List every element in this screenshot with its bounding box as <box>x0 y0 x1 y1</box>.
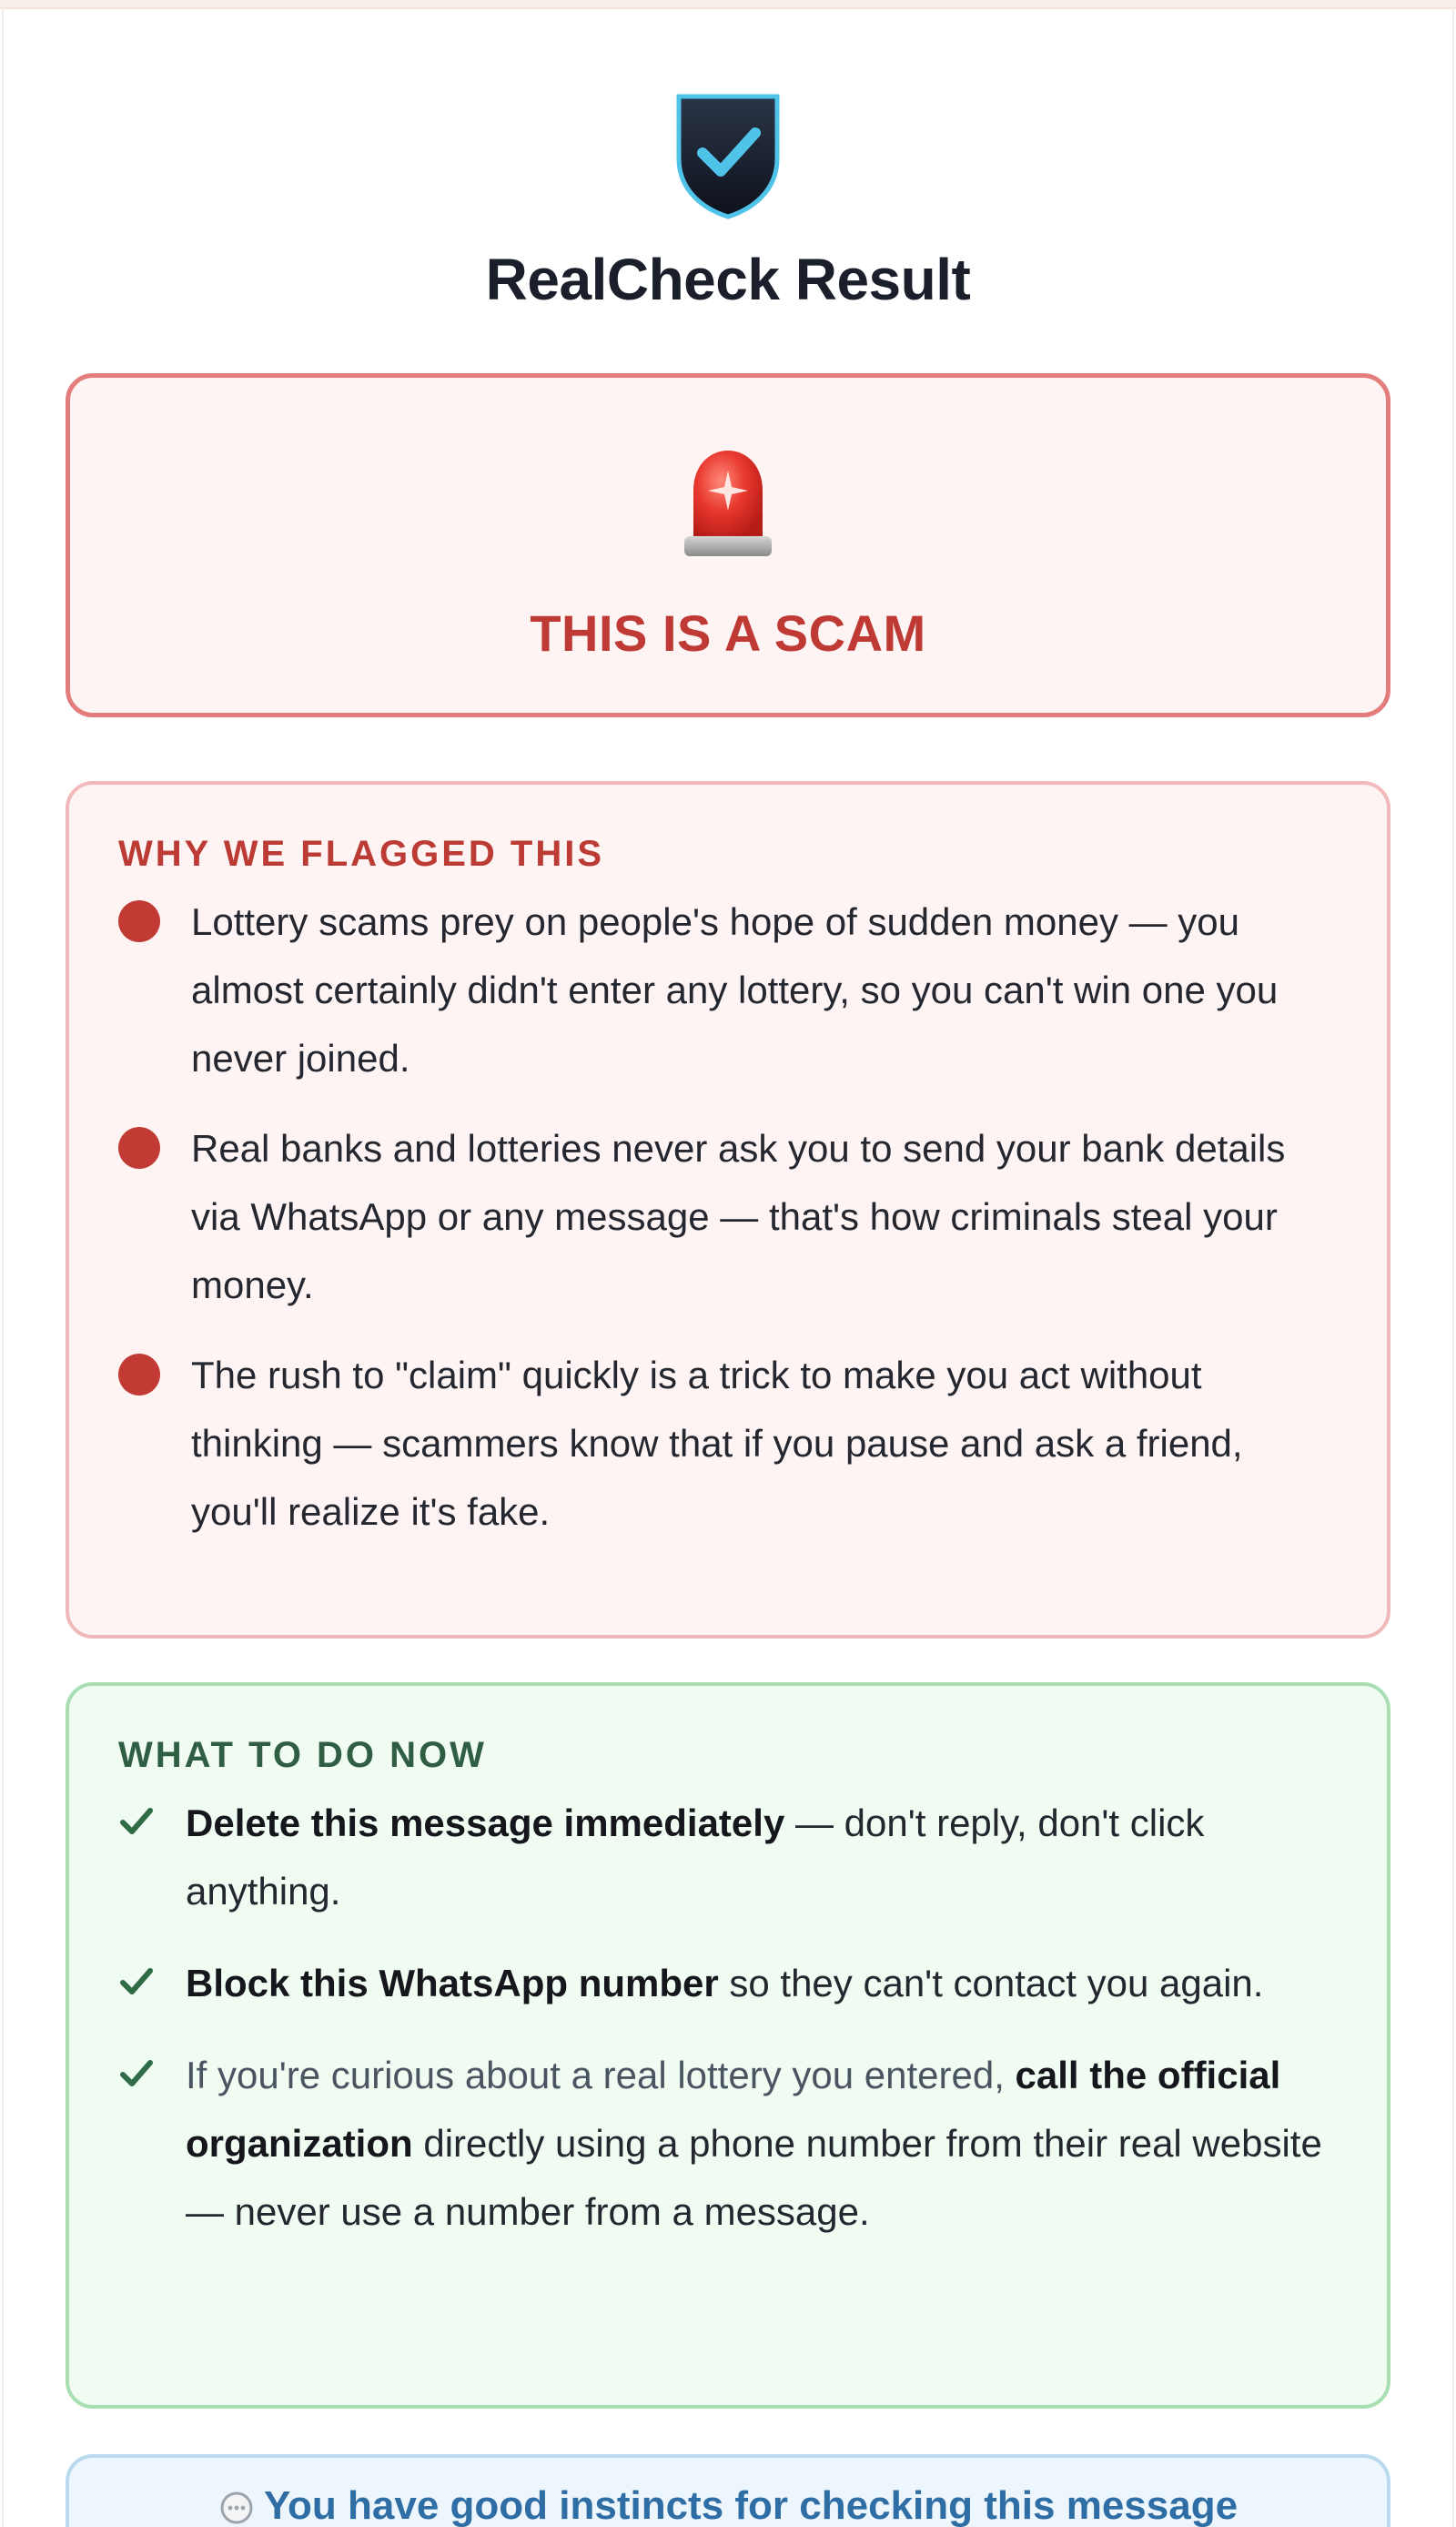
red-dot-icon <box>118 1127 160 1169</box>
reason-text: Lottery scams prey on people's hope of sudden money — you almost certainly didn't enter any lottery, so you can't win one you never joined. <box>191 900 1279 1080</box>
action-item <box>118 1789 1338 1925</box>
siren-icon <box>681 443 775 562</box>
action-detail: directly using a phone number from their real website — never use a number from a message. <box>186 2122 1322 2233</box>
encouragement-label: You have good instincts for checking this message <box>263 2483 1239 2527</box>
action-item <box>118 1949 1338 2017</box>
left-edge <box>2 7 4 2527</box>
reasons-heading: WHY WE FLAGGED THIS <box>118 834 605 874</box>
header <box>66 0 1390 313</box>
reason-text: The rush to "claim" quickly is a trick to make you act without thinking — scammers know that if you pause and ask a friend, you'll realize it's fake. <box>191 1354 1243 1533</box>
page-title: RealCheck Result <box>485 247 971 312</box>
reason-item <box>118 888 1338 1092</box>
action-lead: If you're curious about a real lottery you entered, <box>186 2054 1016 2096</box>
action-emphasis: Block this WhatsApp number <box>186 1962 719 2004</box>
checkmark-icon <box>118 1964 155 2000</box>
action-detail: so they can't contact you again. <box>718 1962 1264 2004</box>
action-detail: — don't reply, don't click anything. <box>186 1801 1205 1913</box>
actions-card <box>66 1682 1390 2409</box>
verdict-label: THIS IS A SCAM <box>530 604 926 662</box>
right-edge <box>1452 7 1454 2527</box>
checkmark-icon <box>118 2055 155 2092</box>
reasons-card <box>66 781 1390 1639</box>
action-emphasis: Delete this message immediately <box>186 1801 785 1844</box>
action-text <box>186 1789 1338 1925</box>
reason-item <box>118 1114 1338 1319</box>
actions-heading: WHAT TO DO NOW <box>118 1735 487 1775</box>
reason-text: Real banks and lotteries never ask you to send your bank details via WhatsApp or any message — that's how criminals steal your money. <box>191 1127 1286 1306</box>
red-dot-icon <box>118 1354 160 1395</box>
reason-item <box>118 1341 1338 1546</box>
encouragement-text <box>218 2483 1238 2527</box>
verdict-card <box>66 373 1390 717</box>
action-text <box>186 1949 1263 2017</box>
red-dot-icon <box>118 900 160 942</box>
action-text <box>186 2041 1338 2246</box>
shield-check-icon <box>672 89 784 222</box>
speech-bubble-icon <box>218 2490 255 2526</box>
action-emphasis: call the official organization <box>186 2054 1281 2165</box>
encouragement-card <box>66 2454 1390 2527</box>
action-item <box>118 2041 1338 2246</box>
checkmark-icon <box>118 1803 155 1840</box>
content-column <box>66 0 1390 2527</box>
